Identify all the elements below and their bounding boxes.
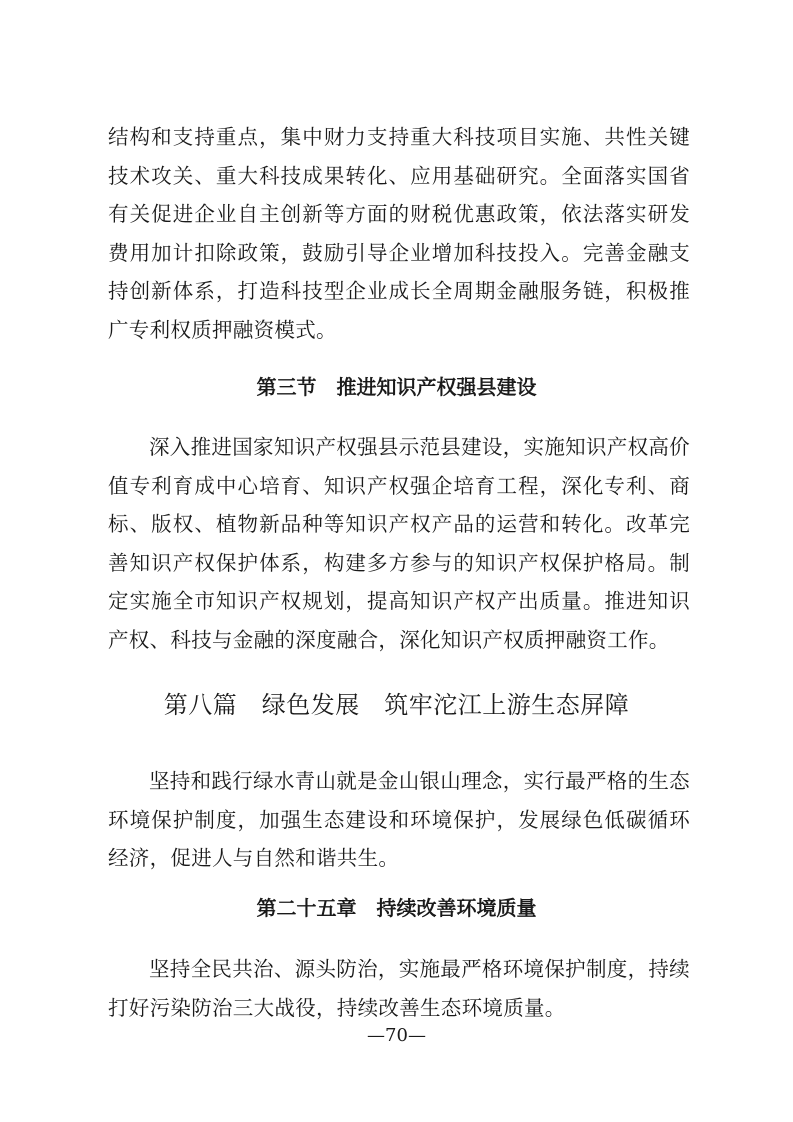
- paragraph-innovation-finance: 结构和支持重点，集中财力支持重大科技项目实施、共性关键技术攻关、重大科技成果转化、应用基础研究。全面落实国省有关促进企业自主创新等方面的财税优惠政策，依法落实研发费用加计扣除政策，鼓励引导企业增加科技投入。完善金融支持创新体系，打造科技型企业成长全周期金融服务链，积极推广专利权质押融资模式。: [108, 125, 690, 342]
- chapter-heading-environment-quality: 第二十五章 持续改善环境质量: [256, 896, 537, 920]
- section-heading-ip-county: 第三节 推进知识产权强县建设: [256, 375, 537, 399]
- part-heading-green-development: 第八篇 绿色发展 筑牢沱江上游生态屏障: [163, 691, 630, 719]
- page-number: —70—: [367, 1025, 426, 1046]
- paragraph-ip-county: 深入推进国家知识产权强县示范县建设，实施知识产权高价值专利育成中心培育、知识产权强企培育工程，深化专利、商标、版权、植物新品种等知识产权产品的运营和转化。改革完善知识产权保护体系，构建多方参与的知识产权保护格局。制定实施全市知识产权规划，提高知识产权产出质量。推进知识产权、科技与金融的深度融合，深化知识产权质押融资工作。: [108, 435, 690, 652]
- paragraph-environment-quality: 坚持全民共治、源头防治，实施最严格环境保护制度，持续打好污染防治三大战役，持续改善生态环境质量。: [108, 957, 690, 1020]
- paragraph-green-development: 坚持和践行绿水青山就是金山银山理念，实行最严格的生态环境保护制度，加强生态建设和环境保护，发展绿色低碳循环经济，促进人与自然和谐共生。: [108, 769, 690, 870]
